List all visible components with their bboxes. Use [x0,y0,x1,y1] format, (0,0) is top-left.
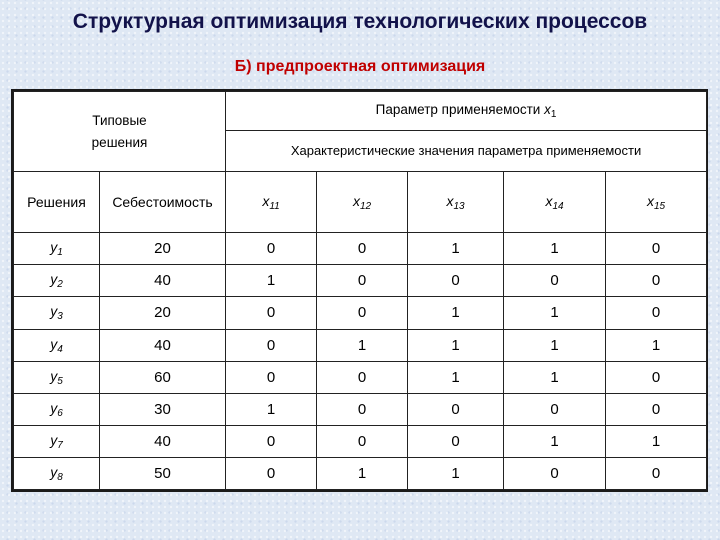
y-sub: 4 [57,343,63,355]
cost-cell: 40 [100,425,226,457]
param-header-sub: 1 [550,108,557,120]
cost-cell: 60 [100,361,226,393]
x-value-cell: 1 [317,329,408,361]
x-value-cell: 0 [226,329,317,361]
y-var: y [50,463,58,480]
x-value-cell: 1 [408,233,504,265]
applicability-table [11,89,708,492]
solution-label [14,425,100,457]
x-value-cell: 1 [408,329,504,361]
table-row [14,457,707,489]
y-var: y [50,431,58,448]
x-value-cell: 0 [226,457,317,489]
table-row [14,425,707,457]
x-value-cell: 1 [504,297,606,329]
x-value-cell: 1 [408,361,504,393]
table-row [14,233,707,265]
x-value-cell: 0 [408,265,504,297]
x-value-cell: 0 [606,297,707,329]
y-sub: 3 [57,311,63,323]
x-sub: 14 [552,200,564,212]
x-value-cell: 1 [226,393,317,425]
col-solutions-header: Решения [14,172,100,233]
col-x12-header [317,172,408,233]
solution-label [14,361,100,393]
x-value-cell: 0 [317,265,408,297]
x-value-cell: 1 [317,457,408,489]
x-var: x [262,192,270,209]
param-header-var: x [544,101,551,117]
x-value-cell: 0 [226,361,317,393]
slide-subtitle: Б) предпроектная оптимизация [234,58,486,75]
y-sub: 7 [57,439,63,451]
x-value-cell: 1 [504,233,606,265]
y-sub: 1 [57,247,63,259]
x-var: x [545,192,553,209]
x-value-cell: 0 [317,361,408,393]
x-value-cell: 0 [606,233,707,265]
x-value-cell: 1 [606,425,707,457]
x-value-cell: 1 [226,265,317,297]
y-var: y [50,335,58,352]
col-x11-header [226,172,317,233]
solution-label [14,297,100,329]
cost-cell: 40 [100,329,226,361]
col-x13-header [408,172,504,233]
x-var: x [446,192,454,209]
typical-solutions-line2: решения [91,134,148,150]
x-value-cell: 0 [504,393,606,425]
x-value-cell: 1 [504,425,606,457]
cost-cell: 30 [100,393,226,425]
typical-solutions-line1: Типовые [92,112,147,128]
x-value-cell: 0 [317,233,408,265]
x-value-cell: 0 [606,457,707,489]
x-value-cell: 1 [504,329,606,361]
x-value-cell: 0 [606,361,707,393]
typical-solutions-header [14,92,226,172]
x-sub: 13 [453,200,465,212]
col-x14-header [504,172,606,233]
slide-title: Структурная оптимизация технологических процессов [72,10,648,33]
cost-cell: 20 [100,297,226,329]
y-sub: 5 [57,375,63,387]
x-value-cell: 0 [606,393,707,425]
y-var: y [50,367,58,384]
applicability-table-grid [13,91,707,490]
cost-cell: 40 [100,265,226,297]
solution-label [14,329,100,361]
x-value-cell: 0 [606,265,707,297]
x-value-cell: 0 [317,297,408,329]
table-row [14,329,707,361]
param-header-text: Параметр применяемости [375,101,545,117]
x-sub: 15 [653,200,666,212]
x-sub: 12 [359,200,372,212]
x-value-cell: 0 [226,425,317,457]
x-value-cell: 1 [408,457,504,489]
x-value-cell: 0 [317,393,408,425]
x-value-cell: 1 [504,361,606,393]
solution-label [14,233,100,265]
solution-label [14,393,100,425]
param-header [226,92,707,131]
x-value-cell: 0 [504,265,606,297]
solution-label [14,265,100,297]
x-var: x [646,192,654,209]
col-cost-header: Себестоимость [100,172,226,233]
table-row [14,265,707,297]
x-value-cell: 0 [226,297,317,329]
table-row [14,297,707,329]
x-value-cell: 0 [317,425,408,457]
x-value-cell: 1 [408,297,504,329]
x-value-cell: 0 [408,425,504,457]
y-sub: 8 [57,471,63,483]
y-var: y [50,399,58,416]
x-value-cell: 0 [408,393,504,425]
col-x15-header [606,172,707,233]
y-sub: 6 [57,407,63,419]
y-sub: 2 [57,279,63,291]
cost-cell: 20 [100,233,226,265]
table-row [14,361,707,393]
x-value-cell: 1 [606,329,707,361]
y-var: y [50,303,58,320]
x-value-cell: 0 [226,233,317,265]
y-var: y [50,271,58,288]
cost-cell: 50 [100,457,226,489]
char-values-header: Характеристические значения параметра применяемости [226,130,707,172]
solution-label [14,457,100,489]
y-var: y [50,239,58,256]
x-var: x [352,192,360,209]
x-sub: 11 [269,200,280,212]
x-value-cell: 0 [504,457,606,489]
table-row [14,393,707,425]
